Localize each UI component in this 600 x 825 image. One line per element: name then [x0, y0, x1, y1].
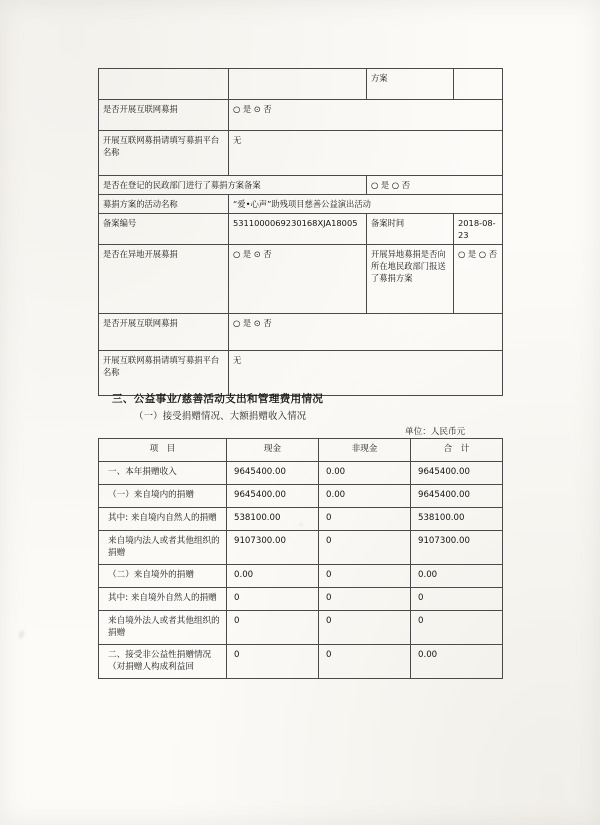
table-row [99, 176, 503, 195]
unit-note: 单位：人民币元 [405, 427, 466, 437]
donation-income-table [98, 438, 503, 679]
empty-cell [99, 69, 229, 100]
cell-noncash: 0.00 [319, 462, 411, 485]
row-label-record-date: 备案时间 [367, 214, 454, 245]
cell-total: 9645400.00 [411, 485, 503, 508]
cell-total: 0.00 [411, 644, 503, 678]
cell-cash: 0.00 [227, 564, 319, 587]
cell-total: 538100.00 [411, 508, 503, 531]
cell-cash: 9645400.00 [227, 485, 319, 508]
cell-total: 0 [411, 587, 503, 610]
row-value-offsite-report[interactable]: ○ 是 ○ 否 [454, 245, 503, 314]
cell-cash: 9107300.00 [227, 531, 319, 565]
row-label-record-number: 备案编号 [99, 214, 229, 245]
cell-cash: 9645400.00 [227, 462, 319, 485]
column-header-noncash: 非现金 [319, 439, 411, 462]
table-row [99, 214, 503, 245]
row-label: 二、接受非公益性捐赠情况（对捐赠人构成利益回 [99, 644, 227, 678]
table-row [99, 462, 503, 485]
cell-cash: 538100.00 [227, 508, 319, 531]
column-header-item: 项 目 [99, 439, 227, 462]
cell-noncash: 0 [319, 531, 411, 565]
cell-total: 9107300.00 [411, 531, 503, 565]
table-header-row [99, 439, 503, 462]
cell-total: 0 [411, 610, 503, 644]
row-label: （二）来自境外的捐赠 [99, 564, 227, 587]
cell-total: 0.00 [411, 564, 503, 587]
empty-cell [229, 69, 367, 100]
section-heading: 三、公益事业/慈善活动支出和管理费用情况 [112, 393, 324, 405]
cell-noncash: 0 [319, 508, 411, 531]
table-row [99, 351, 503, 396]
row-value-activity-name[interactable]: “爱•心声”助残项目慈善公益演出活动 [229, 195, 503, 214]
row-label: 来自境外法人或者其他组织的捐赠 [99, 610, 227, 644]
row-value-record-date[interactable]: 2018-08-23 [454, 214, 503, 245]
row-value-offsite-fundraising[interactable]: ○ 是 ⊙ 否 [229, 245, 367, 314]
table-row [99, 587, 503, 610]
cell-noncash: 0 [319, 610, 411, 644]
column-header-total: 合 计 [411, 439, 503, 462]
cell-noncash: 0 [319, 644, 411, 678]
scan-artifact [18, 629, 26, 639]
column-header-cash: 现金 [227, 439, 319, 462]
section-sub-heading: （一）接受捐赠情况、大额捐赠收入情况 [134, 411, 307, 422]
row-label-platform-name-2: 开展互联网募捐请填写募捐平台名称 [99, 351, 229, 396]
row-label: 一、本年捐赠收入 [99, 462, 227, 485]
cell-cash: 0 [227, 610, 319, 644]
cell-cash: 0 [227, 644, 319, 678]
table-row [99, 69, 503, 100]
table-row [99, 610, 503, 644]
row-value-plan-filed[interactable]: ○ 是 ○ 否 [367, 176, 503, 195]
cell-total: 9645400.00 [411, 462, 503, 485]
table-row [99, 195, 503, 214]
row-label-offsite-fundraising: 是否在异地开展募捐 [99, 245, 229, 314]
fundraising-plan-table [98, 68, 503, 396]
row-label: （一）来自境内的捐赠 [99, 485, 227, 508]
row-label-offsite-report: 开展异地募捐是否向所在地民政部门报送了募捐方案 [367, 245, 454, 314]
row-label: 来自境内法人或者其他组织的捐赠 [99, 531, 227, 565]
table-row [99, 314, 503, 351]
row-value-internet-fundraising-1[interactable]: ○ 是 ⊙ 否 [229, 100, 503, 131]
table-row [99, 485, 503, 508]
row-label-activity-name: 募捐方案的活动名称 [99, 195, 229, 214]
row-label-internet-fundraising-1: 是否开展互联网募捐 [99, 100, 229, 131]
empty-cell [454, 69, 503, 100]
row-label-internet-fundraising-2: 是否开展互联网募捐 [99, 314, 229, 351]
table-row [99, 564, 503, 587]
table-row [99, 644, 503, 678]
table-row [99, 508, 503, 531]
row-label: 其中: 来自境内自然人的捐赠 [99, 508, 227, 531]
row-value-internet-fundraising-2[interactable]: ○ 是 ⊙ 否 [229, 314, 503, 351]
row-label-plan-filed: 是否在登记的民政部门进行了募捐方案备案 [99, 176, 367, 195]
cell-noncash: 0 [319, 587, 411, 610]
cell-cash: 0 [227, 587, 319, 610]
row-label-platform-name-1: 开展互联网募捐请填写募捐平台名称 [99, 131, 229, 176]
table-row [99, 100, 503, 131]
row-value-platform-name-2[interactable]: 无 [229, 351, 503, 396]
row-value-record-number[interactable]: 5311000069230168XJA18005 [229, 214, 367, 245]
plan-header-cell: 方案 [367, 69, 454, 100]
row-label: 其中: 来自境外自然人的捐赠 [99, 587, 227, 610]
table-row [99, 131, 503, 176]
table-row [99, 531, 503, 565]
cell-noncash: 0 [319, 564, 411, 587]
row-value-platform-name-1[interactable]: 无 [229, 131, 503, 176]
cell-noncash: 0.00 [319, 485, 411, 508]
table-row [99, 245, 503, 314]
